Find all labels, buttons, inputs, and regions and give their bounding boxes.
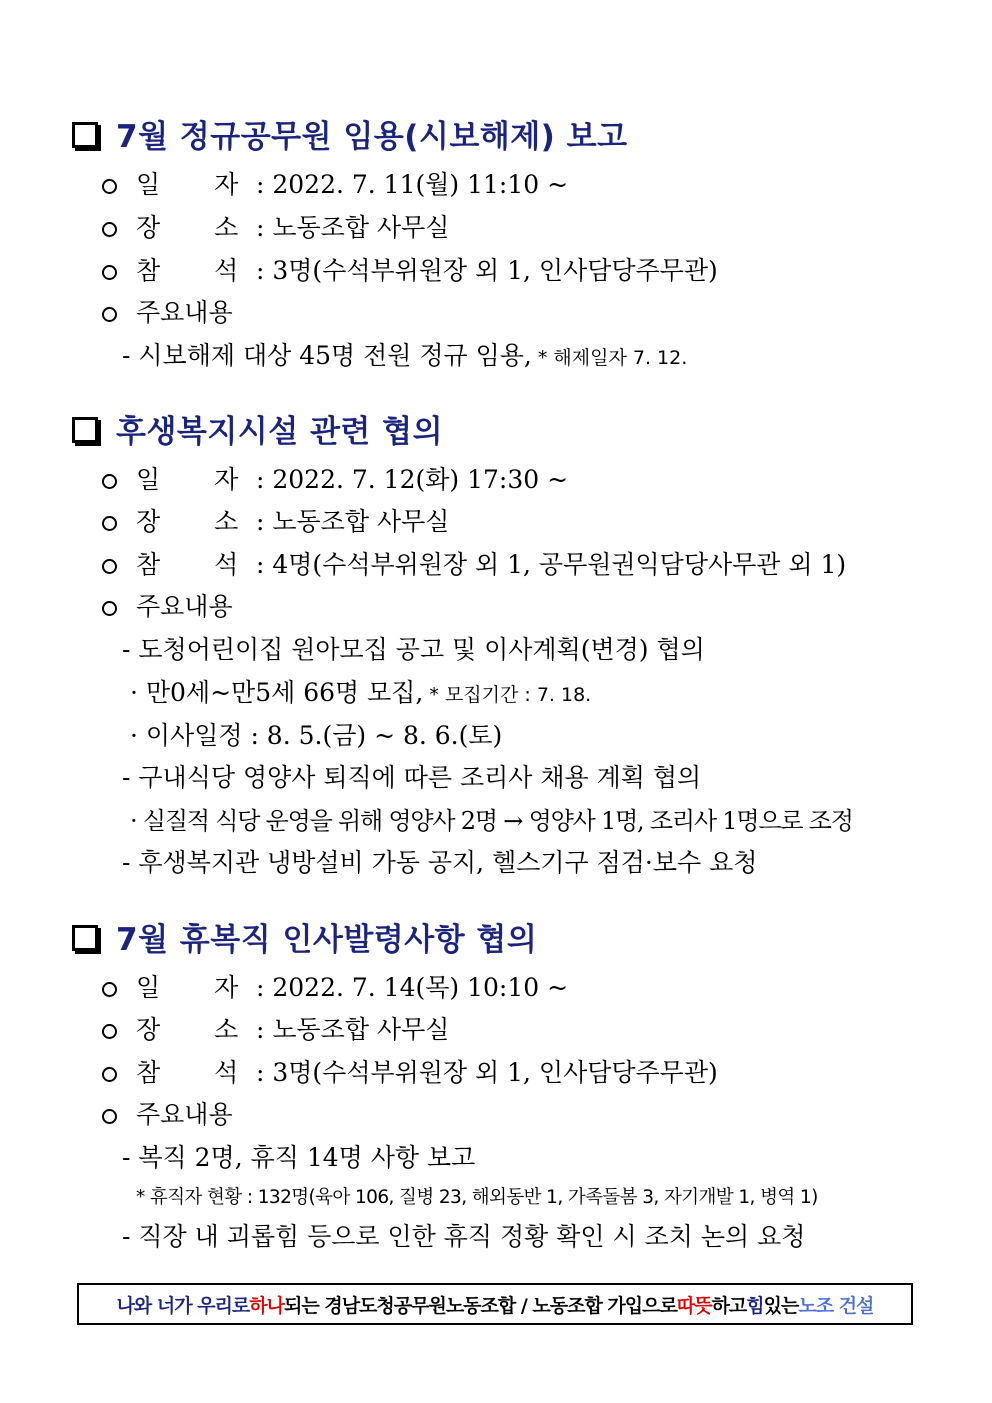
item-note: * 모집기간 : 7. 18. <box>423 684 592 706</box>
date-label: 일 자 <box>136 170 239 199</box>
item-text: - 구내식당 영양사 퇴직에 따른 조리사 채용 계획 협의 <box>122 763 702 792</box>
item-text: · 만0세~만5세 66명 모집, <box>130 678 424 707</box>
item-text: · 이사일정 : 8. 5.(금) ~ 8. 6.(토) <box>130 721 503 750</box>
bullet-circle-icon <box>102 1024 117 1039</box>
section-3-attend-row <box>102 1056 718 1090</box>
bullet-circle-icon <box>102 265 117 280</box>
content-label: 주요내용 <box>136 1100 233 1129</box>
place-value: : 노동조합 사무실 <box>256 507 450 536</box>
slogan-part: 있는 <box>763 1294 799 1317</box>
section-2-item <box>130 804 853 838</box>
attend-value: : 4명(수석부위원장 외 1, 공무원권익담당사무관 외 1) <box>256 550 847 579</box>
date-value: : 2022. 7. 14(목) 10:10 ~ <box>256 973 569 1002</box>
section-3-date-row <box>102 971 568 1005</box>
attend-label: 참 석 <box>136 550 239 579</box>
section-1-content-row <box>102 296 233 330</box>
section-3-content-row <box>102 1098 233 1132</box>
section-1-heading <box>72 108 628 158</box>
slogan-part: 하고 <box>711 1294 747 1317</box>
place-label: 장 소 <box>136 1015 239 1044</box>
section-2-heading <box>72 403 443 453</box>
section-1-title: 7월 정규공무원 임용(시보해제) 보고 <box>116 118 628 155</box>
date-value: : 2022. 7. 11(월) 11:10 ~ <box>256 170 569 199</box>
slogan-highlight: 따뜻 <box>676 1294 712 1317</box>
section-2-place-row <box>102 505 449 539</box>
bullet-circle-icon <box>102 222 117 237</box>
attend-label: 참 석 <box>136 256 239 285</box>
attend-value: : 3명(수석부위원장 외 1, 인사담당주무관) <box>256 256 718 285</box>
content-label: 주요내용 <box>136 592 233 621</box>
section-2-title: 후생복지시설 관련 협의 <box>116 413 444 450</box>
bullet-circle-icon <box>102 179 117 194</box>
section-2-attend-row <box>102 548 846 582</box>
slogan-highlight: 노조 건설 <box>798 1294 874 1317</box>
section-3-item <box>122 1220 805 1254</box>
item-text: - 도청어린이집 원아모집 공고 및 이사계획(변경) 협의 <box>122 635 705 664</box>
item-text: - 직장 내 괴롭힘 등으로 인한 휴직 정황 확인 시 조치 논의 요청 <box>122 1222 806 1251</box>
section-3-note <box>136 1183 818 1213</box>
section-3-title: 7월 휴복직 인사발령사항 협의 <box>116 921 538 958</box>
place-label: 장 소 <box>136 213 239 242</box>
section-2-item <box>122 846 757 880</box>
place-label: 장 소 <box>136 507 239 536</box>
item-text: · 실질적 식당 운영을 위해 영양사 2명 → 영양사 1명, 조리사 1명으로 조정 <box>130 807 853 835</box>
date-label: 일 자 <box>136 465 239 494</box>
checkbox-square-icon <box>72 122 98 148</box>
bullet-circle-icon <box>102 559 117 574</box>
place-value: : 노동조합 사무실 <box>256 213 450 242</box>
bullet-circle-icon <box>102 982 117 997</box>
content-label: 주요내용 <box>136 298 233 327</box>
section-2-item <box>122 761 701 795</box>
slogan-highlight: 힘 <box>746 1294 764 1317</box>
section-2-content-row <box>102 590 233 624</box>
place-value: : 노동조합 사무실 <box>256 1015 450 1044</box>
item-text: - 시보해제 대상 45명 전원 정규 임용, <box>122 341 532 370</box>
section-1-date-row <box>102 168 568 202</box>
section-3-place-row <box>102 1013 449 1047</box>
item-note: * 휴직자 현황 : 132명(육아 106, 질병 23, 해외동반 1, 가족돌봄 3, 자기개발 1, 병역 1) <box>136 1187 818 1208</box>
bullet-circle-icon <box>102 601 117 616</box>
section-2-item <box>130 719 502 753</box>
section-1-item <box>122 339 687 373</box>
slogan-highlight: 하나 <box>249 1294 285 1317</box>
footer-slogan-banner <box>77 1283 913 1325</box>
item-text: - 후생복지관 냉방설비 가동 공지, 헬스기구 점검·보수 요청 <box>122 848 758 877</box>
section-3-item <box>122 1141 475 1175</box>
date-label: 일 자 <box>136 973 239 1002</box>
bullet-circle-icon <box>102 307 117 322</box>
bullet-circle-icon <box>102 1067 117 1082</box>
section-2-item <box>130 676 591 710</box>
checkbox-square-icon <box>72 417 98 443</box>
date-value: : 2022. 7. 12(화) 17:30 ~ <box>256 465 569 494</box>
bullet-circle-icon <box>102 1109 117 1124</box>
item-note: * 해제일자 7. 12. <box>531 347 688 369</box>
attend-label: 참 석 <box>136 1058 239 1087</box>
section-2-item <box>122 633 705 667</box>
slogan-part: 나와 너가 우리로 <box>116 1294 250 1317</box>
section-1-attend-row <box>102 254 718 288</box>
section-1-place-row <box>102 211 449 245</box>
bullet-circle-icon <box>102 516 117 531</box>
bullet-circle-icon <box>102 474 117 489</box>
slogan-part: 되는 경남도청공무원노동조합 / 노동조합 가입으로 <box>284 1294 677 1317</box>
item-text: - 복직 2명, 휴직 14명 사항 보고 <box>122 1143 476 1172</box>
section-2-date-row <box>102 463 568 497</box>
checkbox-square-icon <box>72 925 98 951</box>
section-3-heading <box>72 911 537 961</box>
attend-value: : 3명(수석부위원장 외 1, 인사담당주무관) <box>256 1058 718 1087</box>
